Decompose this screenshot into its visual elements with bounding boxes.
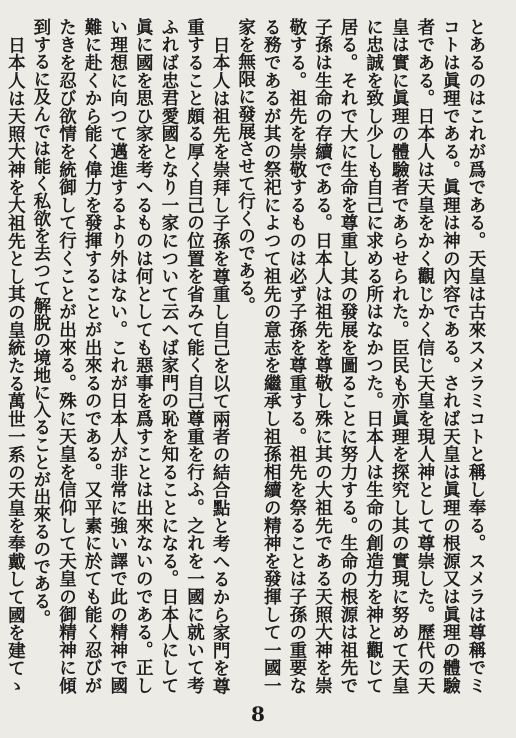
vertical-text-body (5, 18, 488, 694)
page-number: 8 (251, 702, 265, 726)
paragraph-3: 日本人は天照大神を大祖先とし其の皇統たる萬世一系の天皇を奉戴して國を建てゝ (5, 35, 26, 694)
paragraph-2: 日本人は祖先を崇拜し子孫を尊重し自己を以て兩者の結合點と考へるから家門を尊重すること頗る厚く自己の位置を省みて能く自己尊重を行ふ。之れを一國に就いて考ふれば忠君愛國となり一家について云へば家門の恥を知ることになる。日本人にして眞に國を思ひ家を考へるものは何としても惡事を爲すことは出來ないのである。正しい理想に向つて邁進するより外はない。これが日本人が非常に強い譯で此の精神で國難に赴くから能く偉力を發揮することが出來るのである。又平素に於ても能く忍びがたきを忍び欲情を統御して行くことが出來る。殊に天皇を信仰して天皇の御精神に傾到するに及んでは能く私欲を去つて解脫の境地に入ることが出來るのである。 (30, 18, 231, 694)
paragraph-1: とあるのはこれが爲である。天皇は古來スメラミコトと稱し奉る。スメラは尊稱でミコトは眞理である。眞理は神の內容である。されば天皇は眞理の根源又は眞理の體驗者である。日本人は天皇をかく觀じかく信じ天皇を現人神として尊崇した。歷代の天皇は實に眞理の體驗者であらせられた。臣民も亦眞理を探究し其の實現に努めて天皇に忠誠を致し少しも自己に求める所はなかつた。日本人は生命の創造力を神と觀じて居る。それで大に生命を尊重し其の發展を圖ることに努力する。生命の根源は祖先で子孫は生命の存續である。日本人は祖先を尊敬し殊に其の大祖先である天照大神を崇敬する。祖先を崇敬するものは必ず子孫を尊重する。祖先を祭ることは子孫の重要なる務であるが其の祭祀によつて祖先の意志を繼承し祖孫相續の精神を發揮して一國一家を無限に發展させて行くのである。 (235, 18, 486, 694)
